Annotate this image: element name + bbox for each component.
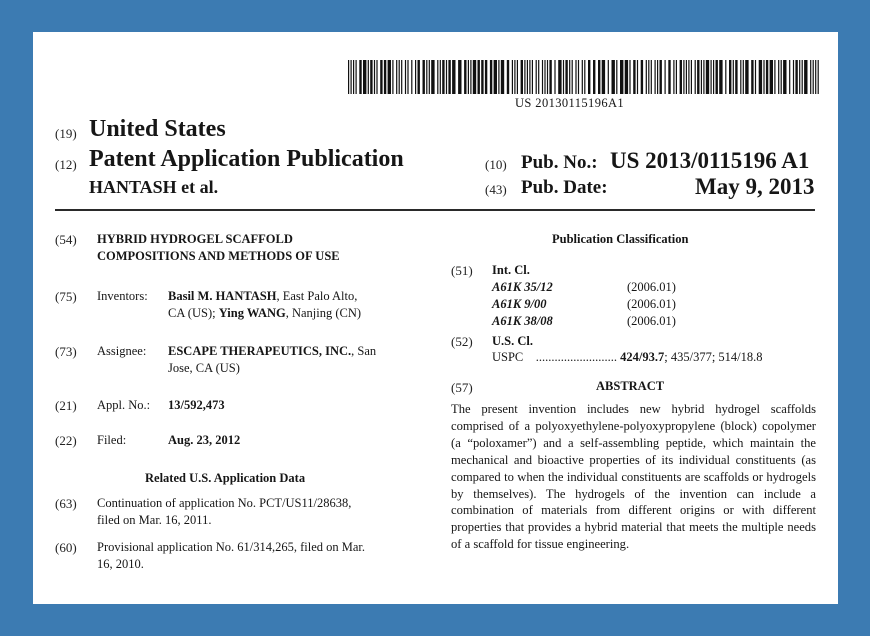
intcl-label: Int. Cl. — [492, 263, 530, 277]
barcode-bar — [706, 60, 709, 94]
barcode-bar — [625, 60, 628, 94]
title-line-1: HYBRID HYDROGEL SCAFFOLD — [97, 232, 293, 246]
barcode-bar — [676, 60, 677, 94]
barcode-bar — [763, 60, 764, 94]
barcode-bar — [501, 60, 504, 94]
barcode-bar — [458, 60, 461, 94]
header-divider — [55, 209, 815, 211]
continuation-line-2: filed on Mar. 16, 2011. — [97, 513, 212, 527]
uspc-line — [492, 350, 763, 365]
barcode-bar — [468, 60, 469, 94]
barcode-bar — [802, 60, 803, 94]
barcode-bar — [440, 60, 441, 94]
inventors-code: (75) — [55, 289, 77, 304]
barcode-bar — [733, 60, 734, 94]
uspc-leader: .......................... — [535, 350, 618, 364]
pub-no-code: (10) — [485, 157, 507, 172]
barcode-bar — [353, 60, 354, 94]
barcode-bar — [683, 60, 684, 94]
barcode-bar — [629, 60, 630, 94]
barcode-bar — [563, 60, 564, 94]
barcode-bar — [766, 60, 768, 94]
barcode-bar — [582, 60, 583, 94]
country-name: United States — [89, 116, 226, 142]
intcl-item-year: (2006.01) — [627, 280, 676, 294]
barcode-bar — [725, 60, 726, 94]
barcode-bar — [755, 60, 756, 94]
barcode-bar — [751, 60, 753, 94]
uscl-label: U.S. Cl. — [492, 334, 533, 348]
barcode-bar — [547, 60, 548, 94]
barcode-bar — [359, 60, 361, 94]
barcode-bar — [558, 60, 561, 94]
pub-date-code: (43) — [485, 182, 507, 197]
barcode-bar — [481, 60, 483, 94]
barcode-bar — [616, 60, 617, 94]
barcode-bar — [815, 60, 816, 94]
inventor1-name: Basil M. HANTASH — [168, 289, 277, 303]
abstract-code: (57) — [451, 380, 473, 395]
barcode-bar — [368, 60, 369, 94]
inventor2-name: Ying WANG — [218, 306, 286, 320]
uspc-primary: 424/93.7 — [620, 350, 665, 364]
barcode-bar — [565, 60, 567, 94]
barcode-bar — [429, 60, 430, 94]
barcode-bar — [370, 60, 372, 94]
classification-heading: Publication Classification — [552, 232, 689, 246]
barcode-bar — [524, 60, 525, 94]
barcode-bar — [584, 60, 585, 94]
barcode-bar — [401, 60, 402, 94]
barcode-bar — [572, 60, 573, 94]
assignee-location-cont: Jose, CA (US) — [168, 361, 240, 375]
barcode-bar — [494, 60, 497, 94]
pub-no-label: Pub. No.: — [521, 152, 598, 173]
intcl-item-year: (2006.01) — [627, 314, 676, 328]
barcode-bar — [549, 60, 551, 94]
barcode-bar — [608, 60, 609, 94]
barcode-bar — [673, 60, 674, 94]
assignee-code: (73) — [55, 344, 77, 359]
barcode-bar — [498, 60, 499, 94]
barcode-bar — [745, 60, 748, 94]
barcode-bar — [770, 60, 773, 94]
filed-label: Filed: — [97, 433, 127, 447]
barcode-bar — [781, 60, 782, 94]
barcode-bar — [554, 60, 555, 94]
barcode-bar — [507, 60, 509, 94]
barcode-bar — [437, 60, 438, 94]
barcode-bar — [452, 60, 455, 94]
barcode-bar — [795, 60, 797, 94]
barcode-bar — [376, 60, 377, 94]
barcode-bar — [384, 60, 386, 94]
barcode-bar — [392, 60, 393, 94]
barcode-bar — [620, 60, 623, 94]
barcode-bar — [688, 60, 689, 94]
barcode-bar — [593, 60, 595, 94]
barcode-bar — [514, 60, 515, 94]
title-line-2: COMPOSITIONS AND METHODS OF USE — [97, 249, 340, 263]
provisional-line-2: 16, 2010. — [97, 557, 144, 571]
barcode-bar — [703, 60, 704, 94]
barcode-bar — [633, 60, 635, 94]
barcode-bar — [774, 60, 775, 94]
barcode-bar — [442, 60, 444, 94]
barcode-bar — [423, 60, 425, 94]
barcode-bar — [478, 60, 480, 94]
barcode-bar — [542, 60, 543, 94]
barcode-bar — [527, 60, 528, 94]
barcode-bar — [521, 60, 523, 94]
barcode-bar — [665, 60, 666, 94]
intcl-item-code: A61K 38/08 — [492, 314, 553, 328]
inventor2-location: , Nanjing (CN) — [285, 306, 362, 320]
barcode-bar — [536, 60, 537, 94]
barcode-bar — [399, 60, 400, 94]
barcode-bar — [648, 60, 649, 94]
barcode-bar — [464, 60, 466, 94]
provisional-line-1: Provisional application No. 61/314,265, filed on Mar. — [97, 540, 366, 554]
barcode-bar — [743, 60, 744, 94]
barcode-bar — [388, 60, 391, 94]
barcode-bar — [789, 60, 790, 94]
assignee-line-1 — [168, 344, 376, 359]
barcode-bar — [415, 60, 416, 94]
barcode-bar — [695, 60, 696, 94]
barcode-bar — [446, 60, 447, 94]
barcode-bar — [680, 60, 682, 94]
barcode-bar — [799, 60, 800, 94]
barcode-bar — [529, 60, 530, 94]
barcode-bar — [426, 60, 427, 94]
barcode-bar — [538, 60, 539, 94]
barcode-bar — [729, 60, 731, 94]
barcode-bar — [804, 60, 807, 94]
barcode-bar — [407, 60, 408, 94]
barcode-bar — [686, 60, 687, 94]
barcode-bar — [602, 60, 605, 94]
barcode-bar — [657, 60, 658, 94]
intcl-code: (51) — [451, 263, 473, 278]
barcode-bar — [646, 60, 647, 94]
barcode-bar — [532, 60, 533, 94]
uscl-code: (52) — [451, 334, 473, 349]
pub-date-label: Pub. Date: — [521, 177, 608, 198]
barcode-bar — [759, 60, 762, 94]
barcode-bar — [697, 60, 699, 94]
barcode-bar — [810, 60, 811, 94]
barcode-bar — [711, 60, 712, 94]
abstract-text: The present invention includes new hybrid hydrogel scaffolds comprised of a polyoxyethylene-polyoxypropylene (block) copolymer (a “poloxamer”) and a self-assembling peptide, which maintain the mechanical and bioactive properties of its individual constituents (as compared to when the individual constituents are scaffolds or hydrogels by themselves). The hydrogels of the invention can include a combination of materials from different origins or with different properties that provides a hybrid material that meets the multiple needs of a scaffold for tissue engineering. — [451, 402, 816, 552]
barcode-bar — [655, 60, 656, 94]
barcode-bar — [612, 60, 615, 94]
barcode-image — [348, 60, 820, 94]
continuation-line-1 — [97, 496, 421, 511]
barcode-number: US 20130115196A1 — [515, 96, 625, 110]
title-code: (54) — [55, 232, 77, 247]
appl-code: (21) — [55, 398, 77, 413]
type-code: (12) — [55, 157, 77, 172]
barcode-bar — [588, 60, 590, 94]
barcode-bar — [512, 60, 513, 94]
intcl-item-code: A61K 9/00 — [492, 297, 547, 311]
uspc-rest: ; 435/377; 514/18.8 — [664, 350, 763, 364]
patent-document — [33, 32, 838, 604]
assignee-name: ESCAPE THERAPEUTICS, INC. — [168, 344, 352, 358]
barcode-bar — [740, 60, 741, 94]
inventor1-location: , East Palo Alto, — [276, 289, 358, 303]
barcode-bar — [651, 60, 652, 94]
barcode-bar — [396, 60, 397, 94]
barcode-bar — [783, 60, 786, 94]
barcode-bar — [363, 60, 366, 94]
pub-no-value: US 2013/0115196 A1 — [610, 148, 810, 173]
assignee-label: Assignee: — [97, 344, 147, 358]
barcode-bar — [544, 60, 545, 94]
pub-date-value: May 9, 2013 — [695, 174, 815, 199]
assignee-location: , San — [351, 344, 377, 358]
uspc-label: USPC — [492, 350, 524, 364]
barcode-bar — [818, 60, 819, 94]
publication-type: Patent Application Publication — [89, 146, 404, 172]
barcode-bar — [660, 60, 662, 94]
barcode-bar — [348, 60, 349, 94]
barcode-bar — [637, 60, 638, 94]
barcode-bar — [793, 60, 794, 94]
barcode-bar — [448, 60, 450, 94]
barcode-bar — [778, 60, 779, 94]
country-code: (19) — [55, 126, 77, 141]
related-heading: Related U.S. Application Data — [145, 471, 306, 485]
continuation-code: (63) — [55, 496, 77, 511]
barcode-bar — [351, 60, 352, 94]
barcode-bar — [569, 60, 570, 94]
inventors-line-1 — [168, 289, 357, 304]
inventor1-location-cont: CA (US); — [168, 306, 219, 320]
inventors-label: Inventors: — [97, 289, 148, 303]
barcode-bar — [701, 60, 702, 94]
barcode-bar — [356, 60, 357, 94]
barcode-bar — [578, 60, 579, 94]
barcode-bar — [713, 60, 714, 94]
appl-label: Appl. No.: — [97, 398, 151, 412]
barcode-bar — [668, 60, 670, 94]
barcode-bar — [813, 60, 814, 94]
barcode-bar — [735, 60, 737, 94]
barcode-bar — [473, 60, 476, 94]
intcl-item-code: A61K 35/12 — [492, 280, 553, 294]
appl-number: 13/592,473 — [168, 398, 225, 412]
barcode-bar — [405, 60, 406, 94]
abstract-heading: ABSTRACT — [596, 379, 665, 393]
barcode-bar — [598, 60, 600, 94]
barcode-bar — [411, 60, 412, 94]
barcode-bar — [485, 60, 487, 94]
barcode-bar — [575, 60, 576, 94]
barcode-bar — [374, 60, 375, 94]
barcode-bar — [470, 60, 471, 94]
barcode-bar — [716, 60, 718, 94]
barcode-bar — [691, 60, 692, 94]
filed-code: (22) — [55, 433, 77, 448]
inventors-line-2 — [168, 306, 361, 321]
barcode-bar — [418, 60, 420, 94]
provisional-code: (60) — [55, 540, 77, 555]
barcode-bar — [517, 60, 518, 94]
continuation-text-1: Continuation of application No. PCT/US11/28638, — [97, 496, 352, 510]
inventor-short: HANTASH et al. — [89, 177, 219, 197]
barcode-bar — [641, 60, 643, 94]
filed-date: Aug. 23, 2012 — [168, 433, 241, 447]
barcode-bar — [719, 60, 722, 94]
intcl-item-year: (2006.01) — [627, 297, 676, 311]
barcode-bar — [431, 60, 434, 94]
barcode-bar — [380, 60, 382, 94]
barcode-bar — [490, 60, 492, 94]
